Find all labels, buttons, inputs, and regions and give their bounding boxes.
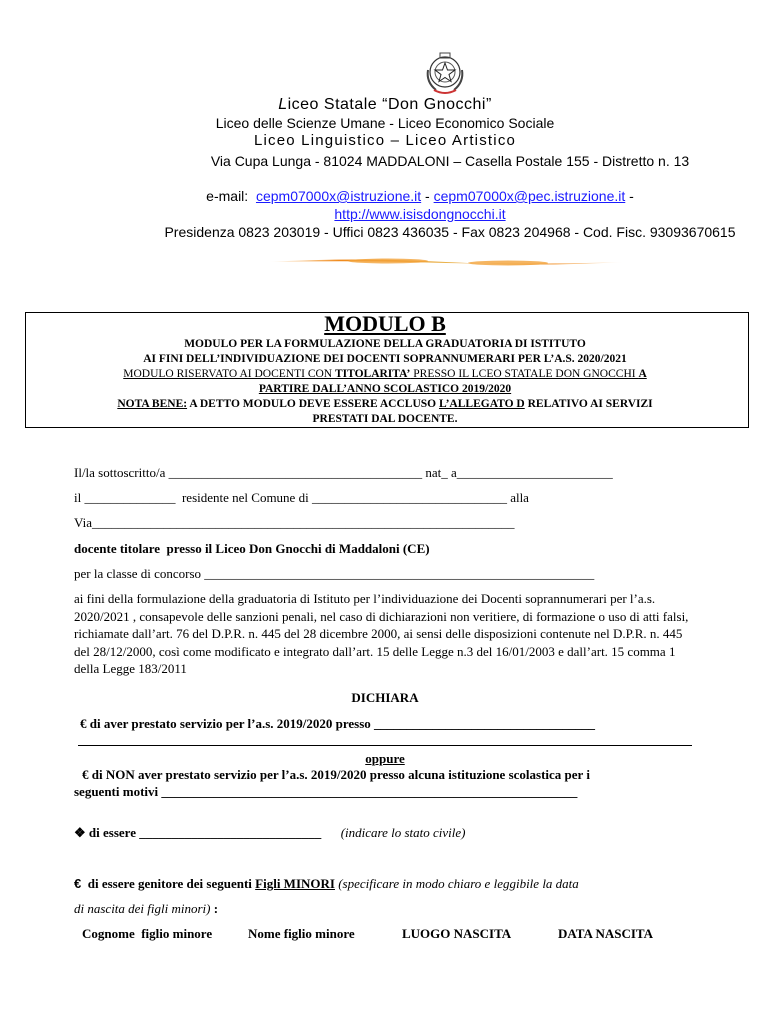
email-link-istruzione[interactable]: cepm07000x@istruzione.it [255, 188, 422, 204]
docente-statement: docente titolare presso il Liceo Don Gnocchi di Maddaloni (CE) [74, 541, 430, 556]
reserved-text-3: A [638, 368, 647, 380]
servizio-prestato-option[interactable]: € di aver prestato servizio per l’a.s. 2019/2020 presso __________________________________ [80, 716, 596, 731]
figli-minori-hint-line [74, 901, 218, 917]
contact-phones: Presidenza 0823 203019 - Uffici 0823 436035 - Fax 0823 204968 - Cod. Fisc. 93093670615 [164, 224, 736, 240]
figli-minori-statement[interactable] [74, 876, 579, 892]
allegato-d-text: L’ALLEGATO D [438, 398, 525, 410]
header-nome: Nome figlio minore [248, 926, 355, 941]
modulo-subtitle-1: MODULO PER LA FORMULAZIONE DELLA GRADUATORIA DI ISTITUTO [184, 338, 586, 350]
separator: - [625, 188, 634, 204]
titolarita-text: TITOLARITA’ [334, 368, 411, 380]
modulo-subtitle-2: AI FINI DELL’INDIVIDUAZIONE DEI DOCENTI SOPRANNUMERARI PER L’A.S. 2020/2021 [143, 353, 627, 365]
via-field[interactable]: Via_________________________________________________________________ [74, 515, 515, 530]
email-label: e-mail: [206, 188, 249, 204]
nota-bene-text: A DETTO MODULO DEVE ESSERE ACCLUSO [187, 398, 439, 410]
website-link[interactable]: http://www.isisdongnocchi.it [334, 206, 506, 222]
modulo-nota-bene [0, 398, 770, 410]
header-luogo-nascita: LUOGO NASCITA [402, 926, 512, 941]
contact-emails [110, 187, 730, 223]
school-name-rest: iceo Statale “Don Gnocchi” [287, 96, 492, 113]
sottoscritto-field[interactable]: Il/la sottoscritto/a _______________________________________ nat_ a________________________ [74, 465, 613, 480]
classe-concorso-field[interactable]: per la classe di concorso ____________________________________________________________ [74, 566, 595, 581]
stato-civile-label: di essere ____________________________ [85, 825, 322, 840]
stato-civile-hint: (indicare lo stato civile) [340, 825, 466, 840]
header-data-nascita: DATA NASCITA [558, 926, 653, 941]
separator: - [421, 188, 434, 204]
residenza-field[interactable]: il ______________ residente nel Comune di ______________________________ alla [74, 490, 529, 505]
school-subtitle-1: Liceo delle Scienze Umane - Liceo Economico Sociale [215, 115, 555, 131]
decorative-divider [268, 256, 624, 268]
stato-civile-field[interactable] [74, 825, 466, 841]
school-name-initial: L [278, 96, 288, 113]
legal-paragraph: ai fini della formulazione della graduatoria di Istituto per l’individuazione dei Docenti soprannumerari per l’a.s. 2020/2021 , consapevole delle sanzioni penali, nel caso di dichiarazioni non veritiere, di formazione o uso di atti falsi, richiamate dall’art. 76 del D.P.R. n. 445 del 28 dicembre 2000, ai sensi delle disposizioni contenute nel D.P.R. n. 445 del 28/12/2000, così come modificato e integrato dall’art. 15 delle Legge n.3 del 16/01/2003 e dall’art. 15 comma 1 della Legge 183/2011 [74, 591, 689, 676]
dichiara-heading: DICHIARA [351, 690, 419, 705]
school-subtitle-2: Liceo Linguistico – Liceo Artistico [253, 132, 517, 149]
servizio-non-prestato-option[interactable]: € di NON aver prestato servizio per l’a.s. 2019/2020 presso alcuna istituzione scolastica per i [82, 767, 590, 782]
nota-bene-text-2: RELATIVO AI SERVIZI [524, 398, 653, 410]
reserved-text: MODULO RISERVATO AI DOCENTI CON [123, 368, 335, 380]
euro-bullet-icon: € [74, 876, 82, 891]
header-cognome: Cognome figlio minore [82, 926, 213, 941]
figli-minori-hint-2: di nascita dei figli minori) [74, 901, 211, 916]
diamond-bullet-icon: ❖ [74, 825, 86, 840]
email-link-pec[interactable]: cepm07000x@pec.istruzione.it [433, 188, 626, 204]
figli-minori-label: Figli MINORI [255, 876, 335, 891]
modulo-year-note: PARTIRE DALL’ANNO SCOLASTICO 2019/2020 [258, 383, 512, 395]
school-address: Via Cupa Lunga - 81024 MADDALONI – Casella Postale 155 - Distretto n. 13 [210, 153, 690, 169]
figli-minori-hint: (specificare in modo chiaro e leggibile la data [334, 876, 579, 891]
seguenti-motivi-field[interactable]: seguenti motivi ________________________________________________________________ [74, 784, 578, 799]
modulo-reserved-note [0, 368, 770, 380]
genitore-label: di essere genitore dei seguenti [81, 876, 256, 891]
blank-line-rule[interactable] [78, 745, 692, 746]
modulo-nota-bene-end: PRESTATI DAL DOCENTE. [312, 413, 458, 425]
figli-table-header [82, 926, 653, 942]
republic-emblem-icon [422, 50, 468, 98]
modulo-title: MODULO B [324, 311, 446, 336]
nota-bene-label: NOTA BENE: [117, 398, 188, 410]
school-name [0, 96, 770, 114]
reserved-text-2: PRESSO IL LCEO STATALE DON GNOCCHI [410, 368, 639, 380]
colon: : [210, 901, 219, 916]
oppure-label: oppure [365, 751, 405, 766]
